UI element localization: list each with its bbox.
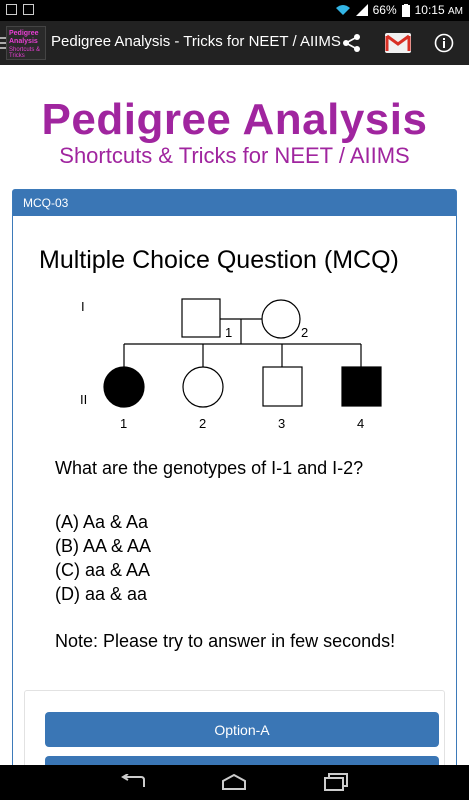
share-button[interactable]	[334, 27, 370, 59]
gen2-number: 3	[278, 416, 286, 431]
back-icon	[120, 774, 146, 790]
page-title: Pedigree Analysis	[41, 95, 428, 144]
note-text: Note: Please try to answer in few seconds!	[55, 631, 396, 651]
gen-label-II: II	[80, 392, 88, 407]
gen2-number: 2	[199, 416, 207, 431]
gmail-icon	[385, 33, 411, 53]
individual-II-3	[263, 367, 302, 406]
question-text: What are the genotypes of I-1 and I-2?	[55, 458, 364, 478]
app-title: Pedigree Analysis - Tricks for NEET / AIIMS	[51, 33, 341, 50]
option-item: (B) AA & AA	[55, 536, 152, 556]
back-button[interactable]	[119, 771, 147, 793]
home-button[interactable]	[220, 771, 248, 793]
wifi-icon	[335, 4, 351, 16]
option-item: (C) aa & AA	[55, 560, 151, 580]
individual-I-1	[182, 299, 220, 337]
option-a-button[interactable]: Option-A	[45, 712, 439, 747]
gen-label-I: I	[81, 299, 85, 314]
gallery-icon	[6, 4, 17, 15]
recents-icon	[323, 773, 349, 791]
share-icon	[342, 33, 362, 53]
individual-II-4	[342, 367, 381, 406]
gen1-number: 2	[301, 325, 309, 340]
info-icon	[434, 33, 454, 53]
pedigree-diagram	[68, 291, 408, 451]
gen2-number: 4	[357, 416, 365, 431]
gen2-number: 1	[120, 416, 128, 431]
mcq-heading: Multiple Choice Question (MCQ)	[39, 246, 399, 274]
gmail-button[interactable]	[378, 27, 418, 59]
home-icon	[220, 773, 248, 791]
gen1-number: 1	[225, 325, 233, 340]
individual-II-1	[104, 367, 144, 407]
individual-II-2	[183, 367, 223, 407]
page-header	[0, 65, 469, 185]
panel-header: MCQ-03	[13, 190, 456, 216]
battery-icon	[402, 4, 410, 17]
mcq-panel	[12, 189, 457, 769]
status-bar	[0, 0, 469, 21]
recents-button[interactable]	[322, 771, 350, 793]
battery-percent: 66%	[372, 3, 397, 17]
page-subtitle: Shortcuts & Tricks for NEET / AIIMS	[59, 143, 410, 168]
app-icon[interactable]: Pedigree Analysis Shortcuts & Tricks	[6, 26, 46, 60]
action-bar	[0, 21, 469, 65]
navigation-bar	[0, 765, 469, 800]
clock: 10:15 AM	[414, 3, 463, 17]
info-button[interactable]	[428, 27, 460, 59]
signal-icon	[356, 4, 368, 16]
option-item: (A) Aa & Aa	[55, 512, 149, 532]
screenshot-icon	[23, 4, 34, 15]
options-list	[55, 510, 151, 606]
individual-I-2	[262, 300, 300, 338]
option-item: (D) aa & aa	[55, 584, 148, 604]
